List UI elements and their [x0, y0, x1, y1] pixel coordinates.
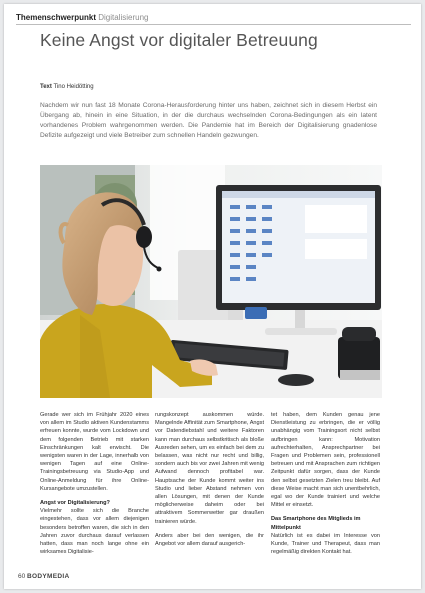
body-paragraph: Gerade wer sich im Frühjahr 2020 eines von allem im Studio aktiven Kundenstamms erfreuen konnte, wurde vom Lockdown und dem folgenden Betrieb mit starken Einschränkungen kalt erwischt. Die wenigsten waren in der Lage, innerhalb von wenigen Tagen auf eine Online-Trainingsbetreuung via Studio-App und Online-Anmeldung für ihre Online-Kursangebote umzustellen. — [40, 412, 149, 492]
brand-part-b: MEDIA — [47, 573, 70, 580]
byline — [40, 84, 94, 90]
subheading: Das Smartphone des Mitglieds im Mittelpunkt — [271, 516, 361, 531]
body-paragraph: Anders aber bei den wenigen, die ihr Angebot vor allem darauf ausgerich- — [155, 532, 264, 548]
body-paragraph: tet haben, dem Kunden genau jene Dienstleistung zu erbringen, die er völlig unabhängig vom Trainingsort nicht selbst aufbringen kann: Motivation aufrechterhalten, Ansprechpartner bei Fragen und Problemen sein, professionell betreuen und mit Ansprachen zum richtigen Zeitpunkt dafür sorgen, dass der Kunde den selbst gesetzten Zielen treu bleibt. Auf diese Weise macht man sich unentbehrlich, egal wo der Kunde trainiert und welche Mittel er einsetzt. — [271, 412, 380, 509]
page-number: 60 — [18, 573, 26, 580]
magazine-brand — [27, 573, 69, 580]
body-paragraph: Natürlich ist es dabei im Interesse von Kunde, Trainer und Therapeut, dass man regelmäßig direkten Kontakt hat. — [271, 532, 380, 556]
rubric-divider — [16, 24, 411, 25]
brand-part-a: BODY — [27, 573, 48, 580]
body-column-2 — [155, 411, 264, 554]
rubric-topic: Digitalisierung — [98, 13, 149, 22]
article-headline: Keine Angst vor digitaler Betreuung — [40, 30, 318, 50]
byline-author: Tino Heidötting — [53, 84, 94, 90]
page-footer — [18, 573, 69, 580]
lead-paragraph: Nachdem wir nun fast 18 Monate Corona-Herausforderung hinter uns haben, zeichnet sich in diesem Herbst ein Übergang ab, hinein in eine Situation, in der die durchaus wechselnden Corona-Bedingungen als ein latent vorhandenes Problem wahrgenommen werden. Die Pandemie hat im Bereich der Digitalisierung gnadenlose Defizite aufgezeigt und viele Betreiber zum schnellen Handeln gezwungen. — [40, 102, 377, 139]
body-paragraph: rungskonzept auskommen würde. Mangelnde Affinität zum Smartphone, Angst vor Datendiebstahl und weitere Faktoren kann man durchaus selbstkritisch als bloße Ausreden sehen, um es einfach bei dem zu belassen, was nicht nur recht und billig, sondern auch bis vor zwei Jahren mit wenig Aufwand dennoch profitabel war. Hauptsache der Kunde kommt weiter ins Studio und lieber Abstand nehmen von allen Lösungen, mit denen der Kunde möglicherweise daheim oder bei attraktivem Sommerwetter gar draußen trainieren würde. — [155, 412, 264, 525]
section-rubric — [16, 13, 149, 22]
byline-label: Text — [40, 84, 52, 90]
rubric-section: Themenschwerpunkt — [16, 13, 97, 22]
body-column-3 — [271, 411, 380, 562]
subheading: Angst vor Digitalisierung? — [40, 500, 110, 507]
photo-woman-at-computer — [40, 165, 382, 398]
body-column-1 — [40, 411, 149, 562]
article-photo — [40, 165, 382, 398]
body-paragraph: Vielmehr sollte sich die Branche eingestehen, dass vor allem diejenigen besonders betroffen waren, die sich in den Jahren zuvor durchaus darauf verlassen hatten, dass man noch lange ohne ein wirksames Digitalisie- — [40, 508, 149, 556]
magazine-page — [4, 4, 421, 589]
